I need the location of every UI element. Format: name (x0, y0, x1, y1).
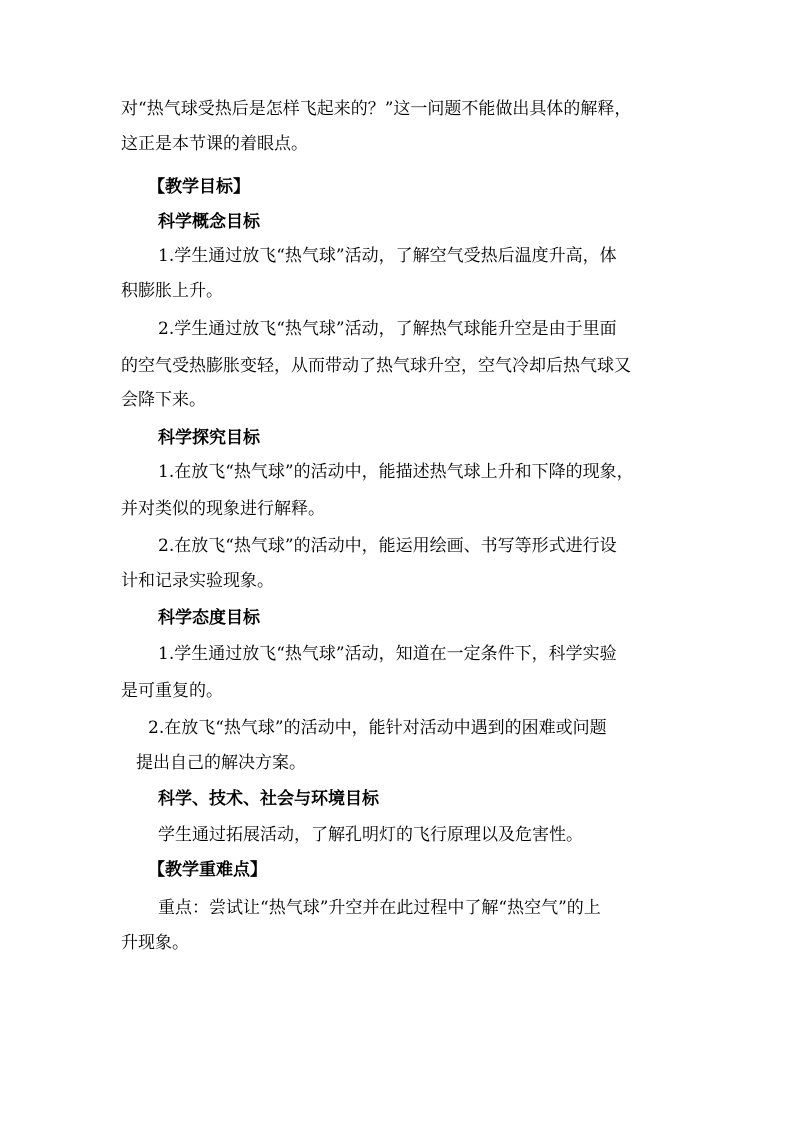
sts-item-1: 学生通过拓展活动，了解孔明灯的飞行原理以及危害性。 (158, 825, 583, 845)
inquiry-objectives-heading: 科学探究目标 (158, 428, 260, 448)
intro-paragraph-line-2: 这正是本节课的着眼点。 (121, 134, 308, 154)
key-point-line-2: 升现象。 (121, 933, 189, 953)
teaching-objectives-heading: 【教学目标】 (148, 177, 250, 197)
concept-objectives-heading: 科学概念目标 (158, 212, 260, 232)
inquiry-item-1-line-1: 1.在放飞“热气球”的活动中，能描述热气球上升和下降的现象， (158, 462, 634, 482)
attitude-item-1-line-2: 是可重复的。 (121, 681, 223, 701)
inquiry-item-2-line-2: 计和记录实验现象。 (121, 571, 274, 591)
attitude-item-2-line-1: 2.在放飞“热气球”的活动中，能针对活动中遇到的困难或问题 (148, 718, 607, 738)
intro-paragraph-line-1: 对“热气球受热后是怎样飞起来的？”这一问题不能做出具体的解释， (121, 99, 632, 119)
attitude-item-2-line-2: 提出自己的解决方案。 (136, 753, 306, 773)
attitude-item-1-line-1: 1.学生通过放飞“热气球”活动，知道在一定条件下，科学实验 (158, 644, 617, 664)
concept-item-1-line-1: 1.学生通过放飞“热气球”活动，了解空气受热后温度升高，体 (158, 246, 617, 266)
concept-item-1-line-2: 积膨胀上升。 (121, 281, 223, 301)
key-difficulty-heading: 【教学重难点】 (148, 860, 267, 880)
attitude-objectives-heading: 科学态度目标 (158, 608, 260, 628)
concept-item-2-line-1: 2.学生通过放飞“热气球”活动，了解热气球能升空是由于里面 (158, 319, 617, 339)
concept-item-2-line-2: 的空气受热膨胀变轻，从而带动了热气球升空，空气冷却后热气球又 (121, 356, 631, 376)
inquiry-item-1-line-2: 并对类似的现象进行解释。 (121, 499, 325, 519)
sts-objectives-heading: 科学、技术、社会与环境目标 (158, 789, 379, 809)
key-point-line-1: 重点：尝试让“热气球”升空并在此过程中了解“热空气”的上 (158, 898, 601, 918)
concept-item-2-line-3: 会降下来。 (121, 390, 206, 410)
inquiry-item-2-line-1: 2.在放飞“热气球”的活动中，能运用绘画、书写等形式进行设 (158, 536, 617, 556)
